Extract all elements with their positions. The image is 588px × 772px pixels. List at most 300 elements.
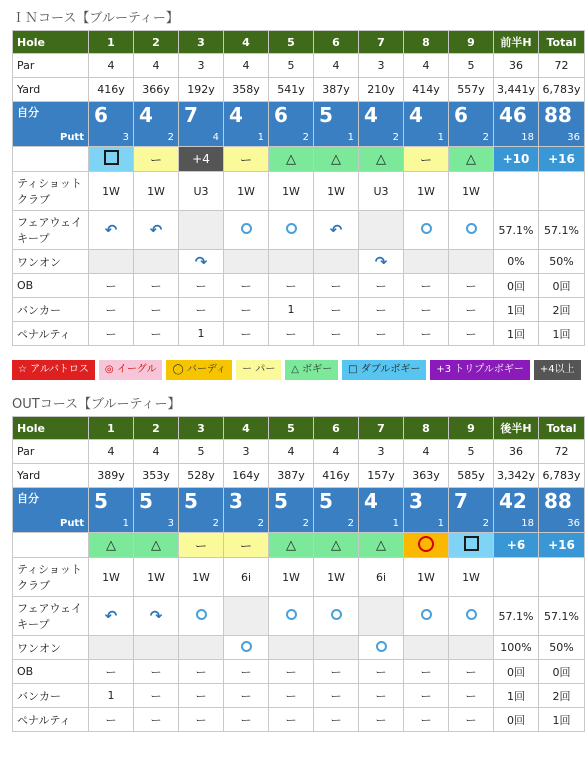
putt-count: 4 [212,132,219,143]
ob-row [13,274,585,298]
result-row [13,147,585,172]
yard-row-cell: 192y [179,78,224,102]
hole-number: 7 [359,417,404,440]
hit-circle-icon [241,223,252,234]
tee-shot-label [13,558,89,597]
fairway-cell [224,597,269,636]
putt-count: 1 [392,518,399,529]
result-row-label [13,533,89,558]
yard-row-cell: 387y [314,78,359,102]
tee-total [539,172,585,211]
ob-row-total: 0回 [539,660,585,684]
stroke-count: 5 [319,103,333,127]
legend-plus-four: +4以上 [534,360,581,380]
green-in-one-cell [449,636,494,660]
green-in-one-label: ワンオン [13,250,89,274]
par-row-cell: 5 [449,440,494,464]
par-dash: ー [149,152,162,167]
fairway-label [13,211,89,250]
double-bogey-square-icon [104,150,119,165]
fairway-label-line2: キープ [17,618,50,631]
fairway-cell [314,211,359,250]
result-cell [224,533,269,558]
penalty-row-total: 1回 [539,708,585,732]
ob-row-cell: ー [359,660,404,684]
putt-count: 1 [437,132,444,143]
total-header: Total [539,417,585,440]
hole-number: 2 [134,31,179,54]
penalty-row-cell: ー [314,708,359,732]
miss-right-arrow-icon: ↷ [194,252,208,271]
penalty-row-cell: ー [269,708,314,732]
par-row-total: 72 [539,54,585,78]
bunker-row-cell: ー [314,684,359,708]
yard-row-cell: 557y [449,78,494,102]
hole-number: 7 [359,31,404,54]
result-cell [404,147,449,172]
green-in-one-cell [269,636,314,660]
putt-subtotal: 18 [521,518,534,529]
yard-row-cell: 164y [224,464,269,488]
score-row-label [13,488,89,533]
tee-shot-label-line1: ティショット [17,177,82,190]
penalty-row [13,322,585,346]
penalty-row-cell: ー [134,322,179,346]
hole-number: 3 [179,31,224,54]
yard-row-total: 6,783y [539,464,585,488]
score-cell [269,488,314,533]
miss-right-arrow-icon: ↷ [149,607,163,625]
miss-right-arrow-icon: ↷ [374,252,388,271]
fairway-cell [404,597,449,636]
penalty-row-cell: ー [314,322,359,346]
result-row-label [13,147,89,172]
legend-eagle: ◎ イーグル [99,360,163,380]
yard-row-cell: 157y [359,464,404,488]
par-row [13,440,585,464]
yard-row-cell: 416y [314,464,359,488]
penalty-row-cell: ー [449,708,494,732]
bunker-row-cell: 1 [89,684,134,708]
birdie-circle-icon [418,536,434,552]
penalty-row-cell: ー [224,708,269,732]
tee-club-cell: 1W [449,558,494,597]
bunker-row-subtotal: 1回 [494,298,539,322]
fairway-cell [89,211,134,250]
legend-par: ー パー [236,360,281,380]
yard-row-label: Yard [13,464,89,488]
putt-total: 36 [567,518,580,529]
fairway-label-line2: キープ [17,232,50,245]
result-subtotal: +10 [494,147,539,172]
result-cell [449,533,494,558]
ob-row-cell: ー [404,660,449,684]
putt-total: 36 [567,132,580,143]
stroke-count: 6 [94,103,108,127]
yard-row-subtotal: 3,441y [494,78,539,102]
stroke-count: 6 [274,103,288,127]
result-cell [449,147,494,172]
penalty-row [13,708,585,732]
penalty-row-cell: ー [404,322,449,346]
result-total: +16 [539,533,585,558]
hole-number: 5 [269,417,314,440]
ob-row-cell: ー [89,660,134,684]
tee-club-cell: U3 [179,172,224,211]
hit-circle-icon [286,609,297,620]
yard-row-cell: 541y [269,78,314,102]
fairway-cell [224,211,269,250]
penalty-row-label: ペナルティ [13,708,89,732]
par-row-cell: 3 [359,440,404,464]
ob-row-cell: ー [179,660,224,684]
out-course-section [0,394,588,732]
yard-row-cell: 358y [224,78,269,102]
green-in-one-cell [404,250,449,274]
tee-club-cell: 1W [224,172,269,211]
score-row [13,488,585,533]
fairway-cell [449,211,494,250]
penalty-row-subtotal: 1回 [494,322,539,346]
score-cell [269,102,314,147]
putt-count: 2 [212,518,219,529]
result-cell [179,147,224,172]
penalty-row-total: 1回 [539,322,585,346]
bunker-row-cell: ー [449,684,494,708]
hit-circle-icon [466,223,477,234]
hit-circle-icon [376,641,387,652]
fairway-cell [179,597,224,636]
stroke-count: 4 [139,103,153,127]
fairway-cell [404,211,449,250]
tee-subtotal [494,558,539,597]
ob-row-cell: ー [89,274,134,298]
putt-count: 1 [257,132,264,143]
score-cell [134,488,179,533]
stroke-count: 3 [409,489,423,513]
fairway-row [13,597,585,636]
hit-circle-icon [196,609,207,620]
score-subtotal [494,102,539,147]
bunker-row-cell: ー [359,298,404,322]
score-cell [224,102,269,147]
par-row-cell: 4 [314,54,359,78]
green-in-one-cell [179,636,224,660]
par-row-cell: 4 [224,54,269,78]
putt-label: Putt [59,518,84,529]
double-bogey-square-icon [464,536,479,551]
in-course-section [0,8,588,346]
fairway-label-line1: フェアウェイ [17,216,83,229]
bogey-triangle-icon: △ [151,537,161,553]
bogey-triangle-icon: △ [376,537,386,553]
my-score-label: 自分 [17,106,39,119]
score-cell [89,488,134,533]
tee-club-cell: 1W [89,558,134,597]
score-cell [449,488,494,533]
par-dash: ー [239,152,252,167]
ob-row-label: OB [13,274,89,298]
tee-club-cell: 1W [404,558,449,597]
ob-row-subtotal: 0回 [494,660,539,684]
hit-circle-icon [421,223,432,234]
par-row-cell: 5 [269,54,314,78]
par-row-cell: 5 [449,54,494,78]
green-in-one-cell [89,250,134,274]
hole-number: 1 [89,417,134,440]
hole-number: 8 [404,417,449,440]
green-in-one-row [13,250,585,274]
bunker-row-total: 2回 [539,684,585,708]
fairway-cell [134,597,179,636]
result-row [13,533,585,558]
tee-shot-label-line1: ティショット [17,563,82,576]
result-cell [224,147,269,172]
tee-club-cell: U3 [359,172,404,211]
score-row-label [13,102,89,147]
ob-row-cell: ー [179,274,224,298]
yard-row-cell: 387y [269,464,314,488]
result-cell [404,533,449,558]
bunker-row-cell: ー [89,298,134,322]
bunker-row-label: バンカー [13,298,89,322]
ob-row-cell: ー [269,660,314,684]
bunker-row-total: 2回 [539,298,585,322]
stroke-count: 7 [454,489,468,513]
putt-count: 2 [392,132,399,143]
bunker-row-cell: ー [404,298,449,322]
stroke-subtotal: 46 [499,103,527,127]
par-dash: ー [419,152,432,167]
score-row [13,102,585,147]
par-row-cell: 3 [224,440,269,464]
fairway-cell [269,597,314,636]
hole-number: 4 [224,31,269,54]
result-cell [314,533,359,558]
miss-left-arrow-icon: ↶ [149,221,163,239]
bunker-row-cell: ー [224,298,269,322]
par-row-cell: 4 [134,440,179,464]
green-in-one-subtotal: 100% [494,636,539,660]
green-in-one-subtotal: 0% [494,250,539,274]
ob-row-cell: ー [224,274,269,298]
fairway-cell [359,211,404,250]
half-header: 前半H [494,31,539,54]
tee-shot-row [13,172,585,211]
tee-club-cell: 6i [224,558,269,597]
yard-row-total: 6,783y [539,78,585,102]
result-subtotal: +6 [494,533,539,558]
yard-row-cell: 528y [179,464,224,488]
score-cell [314,488,359,533]
stroke-count: 5 [274,489,288,513]
tee-total [539,558,585,597]
yard-row-cell: 353y [134,464,179,488]
ob-row-cell: ー [134,660,179,684]
legend-albatross: ☆ アルバトロス [12,360,95,380]
out-course-title: OUTコース【ブルーティー】 [12,397,181,412]
stroke-subtotal: 42 [499,489,527,513]
tee-shot-label-line2: クラブ [17,193,50,206]
my-score-label: 自分 [17,492,39,505]
tee-club-cell: 6i [359,558,404,597]
hole-header-label: Hole [13,417,89,440]
hole-number: 5 [269,31,314,54]
fairway-cell [359,597,404,636]
result-cell [359,147,404,172]
hole-header-row [13,417,585,440]
green-in-one-cell [179,250,224,274]
score-total [539,488,585,533]
hit-circle-icon [421,609,432,620]
par-row-label: Par [13,54,89,78]
par-row-cell: 3 [359,54,404,78]
stroke-total: 88 [544,489,572,513]
tee-shot-label [13,172,89,211]
par-row-cell: 4 [89,440,134,464]
result-cell [314,147,359,172]
putt-count: 2 [302,132,309,143]
fairway-label [13,597,89,636]
yard-row-cell: 585y [449,464,494,488]
penalty-row-cell: ー [269,322,314,346]
yard-row [13,78,585,102]
result-cell [134,147,179,172]
par-row-cell: 4 [314,440,359,464]
in-course-title: ＩＮコース【ブルーティー】 [12,11,179,26]
fairway-cell [449,597,494,636]
tee-subtotal [494,172,539,211]
par-row [13,54,585,78]
bogey-triangle-icon: △ [286,151,296,167]
hole-header-label: Hole [13,31,89,54]
score-cell [449,102,494,147]
fairway-cell [179,211,224,250]
par-row-cell: 3 [179,54,224,78]
bunker-row-cell: ー [134,298,179,322]
bunker-row-cell: ー [134,684,179,708]
penalty-row-cell: ー [89,322,134,346]
score-cell [359,102,404,147]
putt-count: 3 [122,132,129,143]
green-in-one-cell [224,250,269,274]
tee-club-cell: 1W [179,558,224,597]
stroke-count: 4 [229,103,243,127]
ob-row-cell: ー [269,274,314,298]
tee-club-cell: 1W [449,172,494,211]
bunker-row-cell: ー [449,298,494,322]
hole-number: 3 [179,417,224,440]
penalty-row-cell: ー [179,708,224,732]
tee-club-cell: 1W [134,558,179,597]
penalty-row-cell: ー [224,322,269,346]
bunker-row-cell: ー [404,684,449,708]
hole-number: 4 [224,417,269,440]
green-in-one-cell [269,250,314,274]
tee-club-cell: 1W [269,172,314,211]
ob-row-cell: ー [449,274,494,298]
result-cell [89,147,134,172]
score-cell [404,102,449,147]
penalty-row-cell: ー [404,708,449,732]
result-cell [359,533,404,558]
green-in-one-cell [449,250,494,274]
score-cell [134,102,179,147]
fairway-cell [314,597,359,636]
green-in-one-total: 50% [539,250,585,274]
stroke-count: 5 [319,489,333,513]
bunker-row [13,298,585,322]
green-in-one-total: 50% [539,636,585,660]
hole-number: 2 [134,417,179,440]
score-cell [89,102,134,147]
result-cell [269,147,314,172]
putt-subtotal: 18 [521,132,534,143]
ob-row [13,660,585,684]
legend-bogey: △ ボギー [285,360,338,380]
total-header: Total [539,31,585,54]
stroke-count: 7 [184,103,198,127]
yard-row-subtotal: 3,342y [494,464,539,488]
putt-count: 1 [437,518,444,529]
score-cell [224,488,269,533]
stroke-count: 4 [364,489,378,513]
par-row-cell: 4 [89,54,134,78]
hole-number: 8 [404,31,449,54]
yard-row-cell: 416y [89,78,134,102]
result-total: +16 [539,147,585,172]
score-cell [404,488,449,533]
penalty-row-cell: ー [359,322,404,346]
ob-row-cell: ー [134,274,179,298]
ob-row-cell: ー [224,660,269,684]
par-row-cell: 4 [404,440,449,464]
green-in-one-cell [224,636,269,660]
half-header: 後半H [494,417,539,440]
fairway-row [13,211,585,250]
hole-number: 6 [314,31,359,54]
yard-row-cell: 366y [134,78,179,102]
fairway-total: 57.1% [539,597,585,636]
par-dash: ー [239,538,252,553]
tee-club-cell: 1W [404,172,449,211]
bogey-triangle-icon: △ [286,537,296,553]
fairway-cell [269,211,314,250]
score-total [539,102,585,147]
penalty-row-cell: ー [89,708,134,732]
result-cell [89,533,134,558]
score-subtotal [494,488,539,533]
penalty-row-subtotal: 0回 [494,708,539,732]
bogey-triangle-icon: △ [376,151,386,167]
miss-left-arrow-icon: ↶ [329,221,343,239]
putt-count: 1 [122,518,129,529]
green-in-one-cell [359,636,404,660]
ob-row-total: 0回 [539,274,585,298]
bunker-row-cell: ー [269,684,314,708]
bogey-triangle-icon: △ [331,537,341,553]
penalty-row-cell: ー [359,708,404,732]
tee-club-cell: 1W [314,172,359,211]
yard-row-cell: 414y [404,78,449,102]
fairway-cell [89,597,134,636]
result-cell [134,533,179,558]
putt-count: 2 [302,518,309,529]
par-row-label: Par [13,440,89,464]
putt-count: 1 [347,132,354,143]
fairway-subtotal: 57.1% [494,211,539,250]
bunker-row-cell: ー [179,298,224,322]
